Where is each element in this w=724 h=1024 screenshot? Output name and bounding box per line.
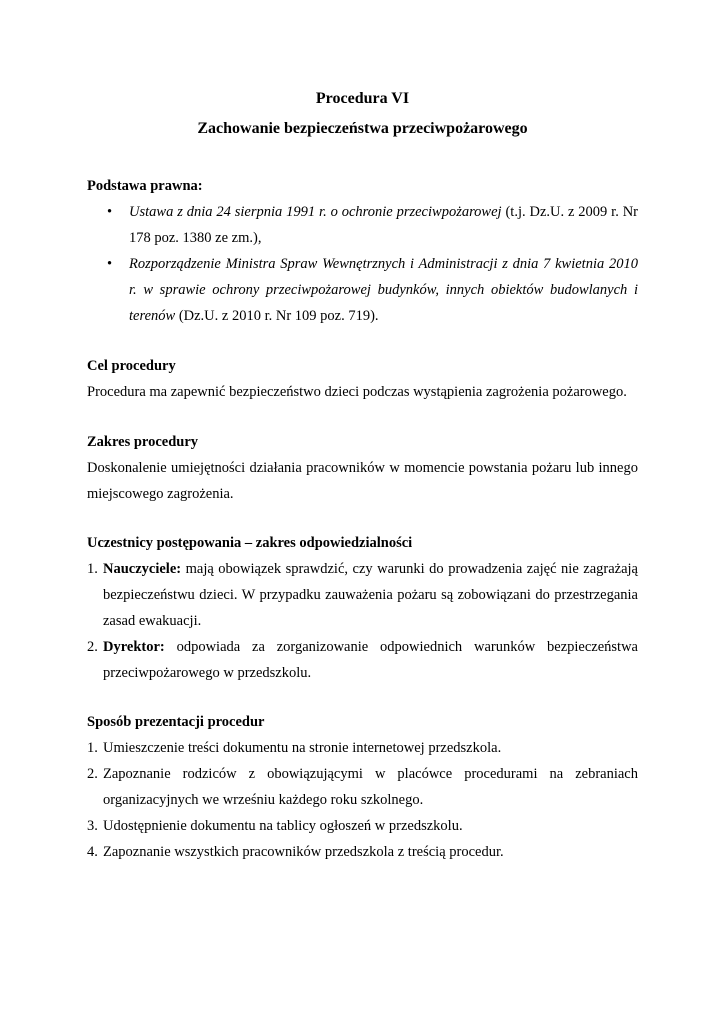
goal-section <box>87 353 638 405</box>
presentation-text: Umieszczenie treści dokumentu na stronie internetowej przedszkola. <box>103 740 502 756</box>
item-number: 4. <box>87 844 98 860</box>
item-number: 1. <box>87 740 98 756</box>
legal-basis-item <box>87 251 638 329</box>
presentation-heading: Sposób prezentacji procedur <box>87 714 265 730</box>
item-number: 2. <box>87 766 98 782</box>
item-number: 1. <box>87 561 98 577</box>
document-title: Procedura VI <box>315 90 410 107</box>
participant-item <box>87 634 638 686</box>
legal-act-reference: (Dz.U. z 2010 r. Nr 109 poz. 719). <box>175 308 379 324</box>
document-page <box>87 86 638 865</box>
item-number: 2. <box>87 639 98 655</box>
presentation-item <box>87 839 638 865</box>
participants-heading: Uczestnicy postępowania – zakres odpowiedzialności <box>87 535 413 551</box>
presentation-text: Udostępnienie dokumentu na tablicy ogłoszeń w przedszkolu. <box>103 818 463 834</box>
presentation-item <box>87 735 638 761</box>
participants-section <box>87 530 638 686</box>
presentation-text: Zapoznanie wszystkich pracowników przedszkola z treścią procedur. <box>103 844 504 860</box>
legal-act-title: Rozporządzenie Ministra Spraw Wewnętrznych i Administracji z dnia 7 kwietnia 2010 r. w sprawie ochrony przeciwpożarowej budynków, innych obiektów budowlanych i terenów <box>129 256 638 324</box>
bullet-icon: • <box>107 256 113 272</box>
presentation-item <box>87 813 638 839</box>
participant-role: Nauczyciele: <box>103 561 182 577</box>
scope-section <box>87 429 638 507</box>
legal-basis-item <box>87 199 638 251</box>
presentation-section <box>87 709 638 865</box>
participant-duty: mają obowiązek sprawdzić, czy warunki do prowadzenia zajęć nie zagrażają bezpieczeństwu dzieci. W przypadku zauważenia pożaru są zobowiązani do przestrzegania zasad ewakuacji. <box>103 561 638 629</box>
presentation-text: Zapoznanie rodziców z obowiązującymi w placówce procedurami na zebraniach organizacyjnych we wrześniu każdego roku szkolnego. <box>103 766 638 808</box>
legal-act-reference: (t.j. Dz.U. z 2009 r. Nr 178 poz. 1380 ze zm.), <box>129 204 639 246</box>
scope-heading: Zakres procedury <box>87 434 199 450</box>
participant-duty: odpowiada za zorganizowanie odpowiednich warunków bezpieczeństwa przeciwpożarowego w przedszkolu. <box>103 639 638 681</box>
participant-role: Dyrektor: <box>103 639 165 655</box>
presentation-item <box>87 761 638 813</box>
goal-text: Procedura ma zapewnić bezpieczeństwo dzieci podczas wystąpienia zagrożenia pożarowego. <box>87 384 627 400</box>
bullet-icon: • <box>107 204 113 220</box>
legal-basis-heading: Podstawa prawna: <box>87 178 203 194</box>
item-number: 3. <box>87 818 98 834</box>
legal-basis-section <box>87 173 638 329</box>
scope-text: Doskonalenie umiejętności działania pracowników w momencie powstania pożaru lub innego miejscowego zagrożenia. <box>87 460 638 502</box>
document-subtitle: Zachowanie bezpieczeństwa przeciwpożarowego <box>197 120 528 137</box>
participant-item <box>87 556 638 634</box>
goal-heading: Cel procedury <box>87 358 176 374</box>
legal-act-title: Ustawa z dnia 24 sierpnia 1991 r. o ochronie przeciwpożarowej <box>129 204 502 220</box>
